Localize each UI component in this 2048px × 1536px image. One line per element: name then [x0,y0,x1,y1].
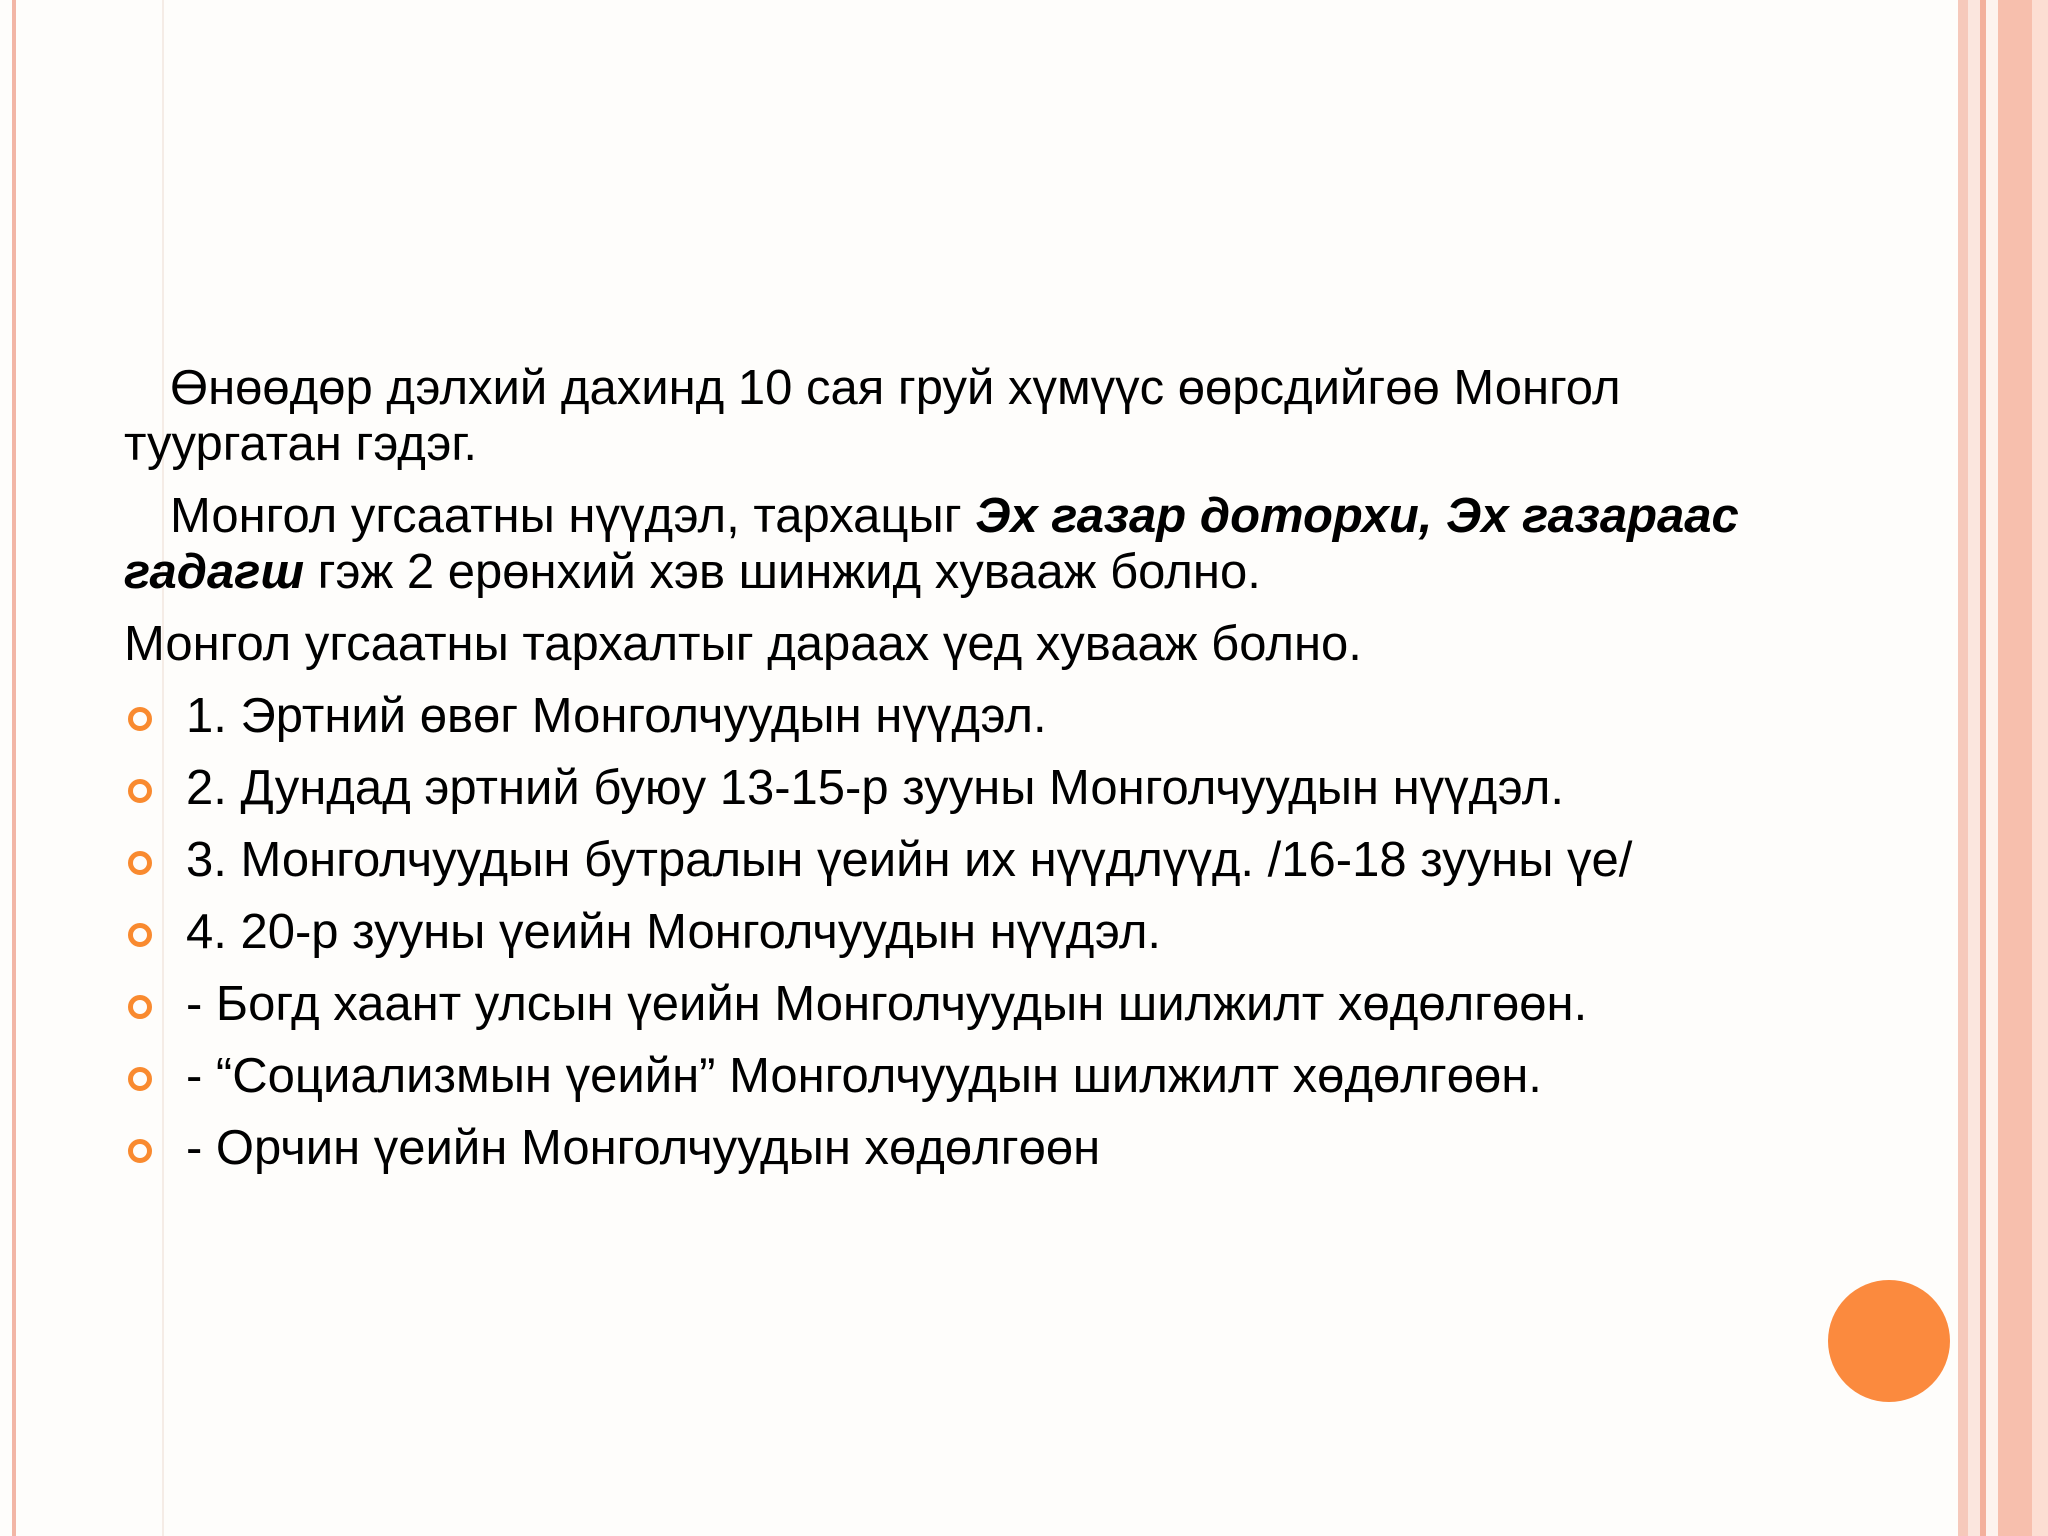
list-item [124,904,1764,960]
list-item-text: 3. Монголчуудын бутралын үеийн их нүүдлүүд. /16-18 зууны үе/ [186,833,1633,887]
ring-bullet-icon [128,923,152,947]
right-border-stripe [2032,0,2048,1536]
ring-bullet-icon [128,707,152,731]
periods-intro-text: Монгол угсаатны тархалтыг дараах үед хувааж болно. [124,617,1362,671]
list-item [124,976,1764,1032]
distribution-text-end: гэж 2 ерөнхий хэв шинжид хувааж болно. [304,545,1261,599]
list-item [124,1048,1764,1104]
list-item [124,1120,1764,1176]
ring-bullet-icon [128,995,152,1019]
right-border-stripe [1968,0,1980,1536]
right-border-stripe [1958,0,1968,1536]
periods-intro-paragraph [124,616,1764,672]
periods-list [124,688,1764,1176]
decorative-orange-circle [1828,1280,1950,1402]
list-item-text: - Орчин үеийн Монголчуудын хөдөлгөөн [186,1121,1101,1175]
list-item-text: - Богд хаант улсын үеийн Монголчуудын шилжилт хөдөлгөөн. [186,977,1588,1031]
list-item-text: 2. Дундад эртний буюу 13-15-р зууны Монголчуудын нүүдэл. [186,761,1564,815]
distribution-paragraph [124,488,1764,600]
list-item [124,832,1764,888]
slide-body [124,360,1764,1192]
right-border-stripe [1998,0,2032,1536]
list-item-text: 4. 20-р зууны үеийн Монголчуудын нүүдэл. [186,905,1162,959]
list-item [124,688,1764,744]
ring-bullet-icon [128,1139,152,1163]
distribution-emphasis: Эх газар доторхи, Эх газараас гадагш [124,489,1739,599]
ring-bullet-icon [128,779,152,803]
intro-text: Өнөөдөр дэлхий дахинд 10 сая груй хүмүүс өөрсдийгөө Монгол туургатан гэдэг. [124,361,1621,471]
list-item [124,760,1764,816]
list-item-text: 1. Эртний өвөг Монголчуудын нүүдэл. [186,689,1047,743]
intro-paragraph [124,360,1764,472]
right-border-stripe [1986,0,1998,1536]
ring-bullet-icon [128,851,152,875]
list-item-text: - “Социализмын үеийн” Монголчуудын шилжилт хөдөлгөөн. [186,1049,1542,1103]
distribution-text-start: Монгол угсаатны нүүдэл, тархацыг [170,489,976,543]
left-border-line [12,0,16,1536]
ring-bullet-icon [128,1067,152,1091]
